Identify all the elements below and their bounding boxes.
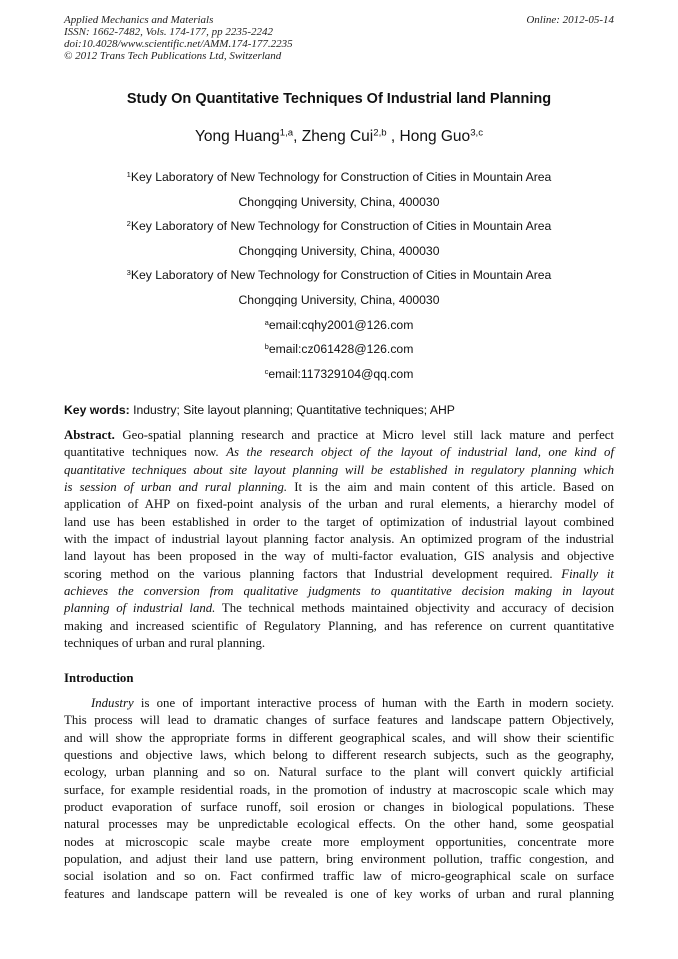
text-segment: nodes at microscopic scale maybe create more employment opportunities, concentrate more <box>64 834 614 849</box>
keywords-text: Industry; Site layout planning; Quantitative techniques; AHP <box>129 403 455 417</box>
text-line <box>64 886 614 903</box>
text-segment: land layout has been proposed in the way of multi-factor evaluation, GIS analysis and objective <box>64 549 614 564</box>
affiliations <box>0 165 678 386</box>
text-line <box>64 531 614 548</box>
text-line <box>64 600 614 617</box>
email-text: email:cz061428@126.com <box>268 342 414 357</box>
email-sup: c <box>264 366 269 376</box>
text-segment: and will show the appropriate forms in different geographical scales, and will show their scientific <box>64 730 614 745</box>
affiliation-univ: Chongqing University, China, 400030 <box>238 243 440 258</box>
affiliation-lab <box>0 214 678 239</box>
author-name: Hong Guo <box>399 128 471 145</box>
text-segment: scoring method on the various planning factors that Industrial development required. <box>64 566 562 581</box>
section-heading-introduction: Introduction <box>64 671 134 685</box>
text-line <box>64 635 614 652</box>
keywords-label: Key words: <box>64 403 130 417</box>
text-segment: population, and adjust their land use pattern, bring environment pollution, traffic congestion, and <box>64 852 614 867</box>
text-segment: ecology, urban planning and so on. Natural surface to the plant will convert quickly artificial <box>64 765 614 780</box>
email-text: email:cqhy2001@126.com <box>268 317 414 332</box>
text-segment: features and landscape pattern will be revealed is one of key works of urban and rural planning <box>64 886 614 901</box>
affiliation-sup: 3 <box>126 268 131 278</box>
text-line <box>64 868 614 885</box>
text-line <box>64 583 614 600</box>
text-segment: land use has been established in order to the target of optimization of industrial layout combined <box>64 514 614 529</box>
text-segment: is session of urban and rural planning. <box>64 480 288 495</box>
text-segment: As the research object of the layout of industrial land, one kind of <box>226 445 614 460</box>
text-line <box>64 496 614 513</box>
text-segment: It is the aim and main content of this article. Based on <box>287 480 614 495</box>
author-separator: , <box>386 128 400 145</box>
text-segment: natural processes may be unpredictable ecological effects. On the other hand, some geospatial <box>64 817 614 832</box>
abstract <box>64 427 614 652</box>
text-line <box>64 618 614 635</box>
affiliation-lab-text: Key Laboratory of New Technology for Construction of Cities in Mountain Area <box>130 268 552 283</box>
affiliation-lab <box>0 263 678 288</box>
text-line <box>64 695 614 712</box>
online-date: Online: 2012-05-14 <box>526 14 614 26</box>
abstract-label: Abstract. <box>64 428 115 442</box>
text-segment: Finally it <box>561 566 614 581</box>
issn-line: ISSN: 1662-7482, Vols. 174-177, pp 2235-2242 <box>64 26 273 38</box>
introduction-body <box>64 695 614 903</box>
text-line <box>64 462 614 479</box>
text-segment: planning of industrial land. <box>64 601 216 616</box>
email <box>0 362 678 387</box>
text-segment: Industry <box>91 696 134 710</box>
text-line <box>64 799 614 816</box>
email-text: email:117329104@qq.com <box>268 366 414 381</box>
text-segment: techniques of urban and rural planning. <box>64 636 266 651</box>
text-line <box>64 548 614 565</box>
affiliation-sup: 2 <box>126 219 131 229</box>
text-segment: product evaporation of surface runoff, soil erosion or changes in biological populations. These <box>64 800 614 815</box>
text-segment: questions and objective laws, which belong to different research subjects, such as the geography, <box>64 748 614 763</box>
text-line <box>64 566 614 583</box>
affiliation-univ: Chongqing University, China, 400030 <box>238 292 440 307</box>
text-line <box>64 782 614 799</box>
text-line <box>64 730 614 747</box>
text-line <box>64 479 614 496</box>
text-segment: social isolation and so on. Fact confirmed traffic law of micro-geographical scale on surface <box>64 869 614 884</box>
email <box>0 337 678 362</box>
author-sup: 1,a <box>279 127 294 139</box>
email-sup: a <box>264 317 269 327</box>
email <box>0 313 678 338</box>
text-segment: quantitative techniques now. <box>64 445 227 460</box>
text-line <box>64 514 614 531</box>
text-line <box>64 427 614 444</box>
copyright-line: © 2012 Trans Tech Publications Ltd, Switzerland <box>64 50 282 62</box>
affiliation-lab-text: Key Laboratory of New Technology for Construction of Cities in Mountain Area <box>130 219 552 234</box>
author-sup: 2,b <box>373 127 387 139</box>
publication-header <box>64 14 293 62</box>
author-name: Yong Huang <box>195 128 280 145</box>
text-segment: making and increased scientific of Regulatory Planning, and has reference on current quantitative <box>64 618 614 633</box>
affiliation-lab-text: Key Laboratory of New Technology for Construction of Cities in Mountain Area <box>130 170 552 184</box>
affiliation-univ: Chongqing University, China, 400030 <box>238 194 440 209</box>
text-line <box>64 816 614 833</box>
text-line <box>64 444 614 461</box>
email-sup: b <box>264 342 269 351</box>
text-segment: quantitative techniques about site layout planning will be established in regulatory planning which <box>64 462 614 477</box>
text-line <box>64 851 614 868</box>
text-line <box>64 764 614 781</box>
text-segment: with the impact of industrial layout planning factor analysis. An optimized program of the industrial <box>64 532 614 547</box>
paper-title: Study On Quantitative Techniques Of Industrial land Planning <box>126 91 552 107</box>
text-segment: Geo-spatial planning research and practice at Micro level still lack mature and perfect <box>114 428 614 442</box>
text-segment: surface, for example residential roads, in the promotion of industry at macroscopic scale which may <box>64 782 614 797</box>
text-segment: is one of important interactive process of human with the Earth in modern society. <box>133 696 614 710</box>
affiliation-sup: 1 <box>126 169 131 179</box>
text-segment: This process will lead to dramatic changes of surface features and landscape pattern Objectively, <box>64 713 614 728</box>
text-line <box>64 712 614 729</box>
affiliation-lab <box>0 165 678 190</box>
author-separator: , <box>293 128 302 145</box>
author-list <box>0 128 678 146</box>
text-line <box>64 834 614 851</box>
author-sup: 3,c <box>470 127 483 139</box>
text-segment: achieves the conversion from qualitative judgments to quantitative decision making in layout <box>64 584 614 599</box>
doi-line: doi:10.4028/www.scientific.net/AMM.174-177.2235 <box>64 38 293 50</box>
text-segment: The technical methods maintained objectivity and accuracy of decision <box>215 601 614 616</box>
keywords <box>64 403 455 417</box>
author-name: Zheng Cui <box>301 128 374 145</box>
text-segment: application of AHP on fixed-point analysis of the urban and rural elements, a hierarchy model of <box>64 497 614 512</box>
text-line <box>64 747 614 764</box>
journal-name: Applied Mechanics and Materials <box>64 14 214 26</box>
